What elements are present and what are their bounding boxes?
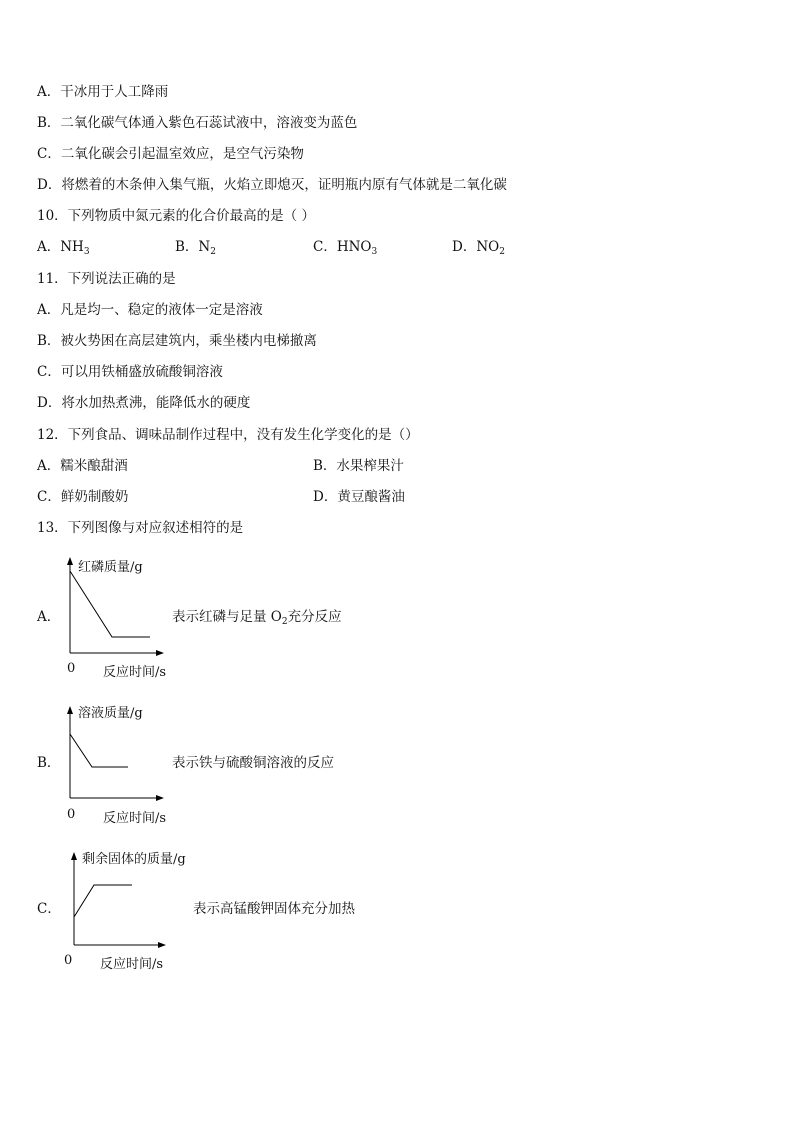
q12-option-a: A．糯米酿甜酒 [37, 458, 128, 474]
q11-option-c: C．可以用铁桶盛放硫酸铜溶液 [37, 364, 223, 380]
graph-a-ylabel: 红磷质量/g [78, 560, 143, 575]
q10-option-c: C．$HNO_3$ [313, 239, 378, 257]
graph-b-letter: B． [37, 755, 61, 771]
graph-a-description: 表示红磷与足量 $O_2$充分反应 [172, 609, 342, 627]
graph-b-description: 表示铁与硫酸铜溶液的反应 [172, 755, 334, 771]
q13-stem: 13．下列图像与对应叙述相符的是 [37, 520, 244, 536]
q9-option-a: A．干冰用于人工降雨 [37, 84, 169, 100]
graph-c-origin: 0 [64, 953, 73, 968]
q11-stem: 11．下列说法正确的是 [37, 271, 176, 287]
graph-a-xlabel: 反应时间/s [103, 665, 167, 680]
q10-stem: 10．下列物质中氮元素的化合价最高的是（ ） [37, 208, 315, 224]
graph-b-curve [70, 734, 128, 767]
q12-option-c: C．鲜奶制酸奶 [37, 489, 129, 505]
q11-option-a: A．凡是均一、稳定的液体一定是溶液 [37, 302, 263, 318]
graph-a-letter: A． [37, 609, 61, 625]
q10-option-b: B．$N_2$ [175, 239, 216, 257]
q12-option-d: D．黄豆酿酱油 [313, 489, 405, 505]
q12-option-b: B．水果榨果汁 [313, 458, 404, 474]
q9-option-b: B．二氧化碳气体通入紫色石蕊试液中，溶液变为蓝色 [37, 115, 358, 131]
q10-option-d: D．$NO_2$ [452, 239, 505, 257]
graph-c-xlabel: 反应时间/s [100, 957, 164, 972]
q9-option-d: D．将燃着的木条伸入集气瓶，火焰立即熄灭，证明瓶内原有气体就是二氧化碳 [37, 177, 507, 193]
graph-b-ylabel: 溶液质量/g [78, 706, 143, 721]
q11-option-d: D．将水加热煮沸，能降低水的硬度 [37, 395, 251, 411]
graph-c-letter: C． [37, 901, 61, 917]
graph-a-origin: 0 [67, 661, 76, 676]
q10-option-a: A．$NH_3$ [37, 239, 90, 257]
graph-a-curve [70, 571, 150, 637]
q9-option-c: C．二氧化碳会引起温室效应，是空气污染物 [37, 146, 304, 162]
graph-c-curve [74, 885, 132, 917]
graph-b-origin: 0 [67, 807, 76, 822]
q11-option-b: B．被火势困在高层建筑内，乘坐楼内电梯撤离 [37, 333, 317, 349]
q12-stem: 12．下列食品、调味品制作过程中，没有发生化学变化的是（） [37, 427, 419, 443]
graph-b-xlabel: 反应时间/s [103, 811, 167, 826]
graph-c-description: 表示高锰酸钾固体充分加热 [193, 901, 355, 917]
graph-c-ylabel: 剩余固体的质量/g [82, 852, 186, 867]
